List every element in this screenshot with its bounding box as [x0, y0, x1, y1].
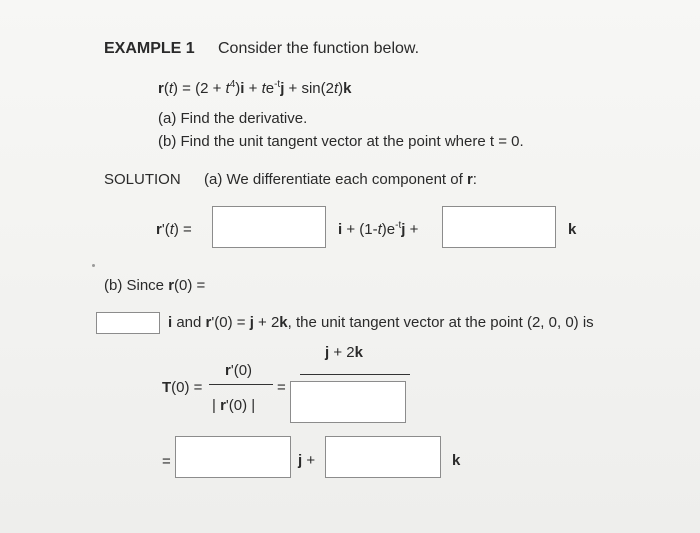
part-b-since: (b) Since r(0) = — [104, 277, 206, 294]
function-expression: $r(t) = (2 + t^4)i + te^{-t}j + \sin(2t)k$ — [158, 79, 352, 97]
T-lhs: T(0) = — [162, 379, 203, 396]
example-label: EXAMPLE 1 — [104, 40, 195, 57]
speck — [92, 264, 95, 267]
T-j-input[interactable] — [175, 436, 291, 478]
deriv-i-input[interactable] — [212, 206, 326, 248]
final-k-label: k — [452, 452, 461, 469]
frac-line-1 — [209, 384, 273, 385]
frac-numerator: r'(0) — [225, 362, 253, 379]
part-b-line2: i and r'(0) = j + 2k, the unit tangent vector at the point (2, 0, 0) is — [168, 314, 594, 331]
final-mid: j + — [298, 452, 316, 469]
derivative-lhs: r'(t) = — [156, 221, 192, 238]
equals-1: = — [277, 379, 286, 396]
example-intro: Consider the function below. — [218, 40, 420, 57]
frac-denominator: | r'(0) | — [212, 397, 256, 414]
part-b-question: (b) Find the unit tangent vector at the point where t = 0. — [158, 133, 524, 150]
part-a-question: (a) Find the derivative. — [158, 110, 308, 127]
derivative-mid: $i + (1-t)e^{-t}j$ + — [338, 220, 419, 238]
frac2-numerator: j + 2k — [325, 344, 363, 361]
equals-2: = — [162, 453, 171, 470]
r0-i-input[interactable] — [96, 312, 160, 334]
deriv-k-input[interactable] — [442, 206, 556, 248]
T-denominator-input[interactable] — [290, 381, 406, 423]
derivative-k-label: k — [568, 221, 577, 238]
T-k-input[interactable] — [325, 436, 441, 478]
solution-label: SOLUTION — [104, 171, 181, 188]
solution-part-a-text: (a) We differentiate each component of r: — [204, 171, 477, 188]
frac-line-2 — [300, 374, 410, 375]
